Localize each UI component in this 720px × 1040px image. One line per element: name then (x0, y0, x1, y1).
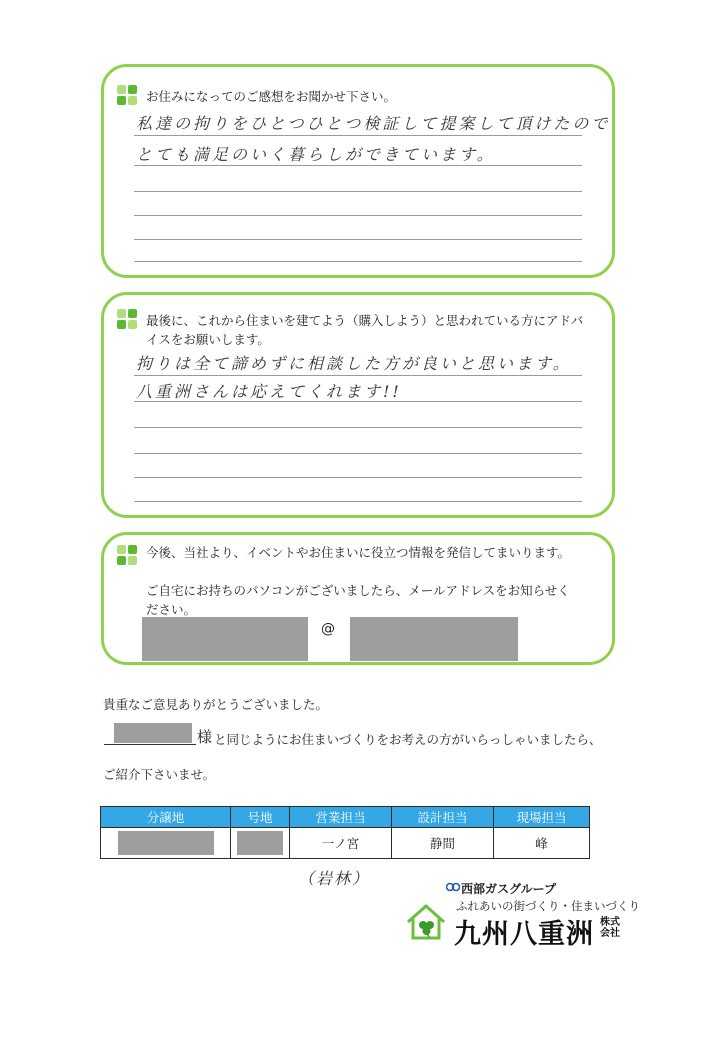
header-sales: 営業担当 (290, 807, 392, 828)
advice-box (101, 292, 615, 518)
email-local-redacted (142, 617, 308, 661)
cell-sales: 一ノ宮 (290, 828, 392, 859)
at-symbol: @ (321, 621, 335, 637)
header-design: 設計担当 (392, 807, 494, 828)
impressions-line-2: とても満足のいく暮らしができています。 (136, 145, 496, 164)
cell-design: 静間 (392, 828, 494, 859)
cell-site: 峰 (494, 828, 590, 859)
cell-subdivision (101, 828, 231, 859)
email-domain-redacted (350, 617, 518, 661)
handwritten-note: （岩林） (298, 869, 371, 888)
email-prompt-1: 今後、当社より、イベントやお住まいに役立つ情報を発信してまいります。 (146, 545, 571, 560)
cell-lot (231, 828, 290, 859)
group-name: 西部ガスグループ (461, 882, 557, 896)
header-subdivision: 分譲地 (101, 807, 231, 828)
group-logo-icon (446, 881, 460, 893)
bullet-icon (117, 545, 139, 567)
referral-closing: ご紹介下さいませ。 (103, 767, 216, 782)
bullet-icon (117, 309, 139, 331)
house-clover-logo-icon (404, 902, 448, 942)
company-tagline: ふれあいの街づくり・住まいづくり (456, 899, 640, 913)
referral-text: と同じようにお住まいづくりをお考えの方がいらっしゃいましたら、 (214, 732, 602, 747)
header-lot: 号地 (231, 807, 290, 828)
impressions-prompt: お住みになってのご感想をお聞かせ下さい。 (146, 89, 397, 104)
bullet-icon (117, 85, 139, 107)
name-redacted (114, 723, 192, 743)
honorific: 様 (197, 728, 213, 746)
advice-prompt: 最後に、これから住まいを建てよう（購入しよう）と思われている方にアドバイスをお願いします。 (146, 313, 584, 347)
company-name: 九州八重洲 (454, 919, 594, 950)
thanks-text: 貴重なご意見ありがとうございました。 (103, 697, 329, 712)
impressions-line-1: 私達の拘りをひとつひとつ検証して提案して頂けたので (136, 114, 611, 133)
email-box (101, 532, 615, 665)
email-prompt-2: ご自宅にお持ちのパソコンがございましたら、メールアドレスをお知らせください。 (146, 583, 570, 617)
advice-line-2: 八重洲さんは応えてくれます!! (136, 382, 402, 401)
staff-table (100, 806, 590, 859)
advice-line-1: 拘りは全て諦めずに相談した方が良いと思います。 (136, 354, 572, 373)
lot-redacted (237, 831, 283, 855)
impressions-box (101, 64, 615, 278)
company-suffix: 株式会社 (600, 917, 620, 939)
header-site: 現場担当 (494, 807, 590, 828)
subdivision-redacted (118, 831, 214, 855)
